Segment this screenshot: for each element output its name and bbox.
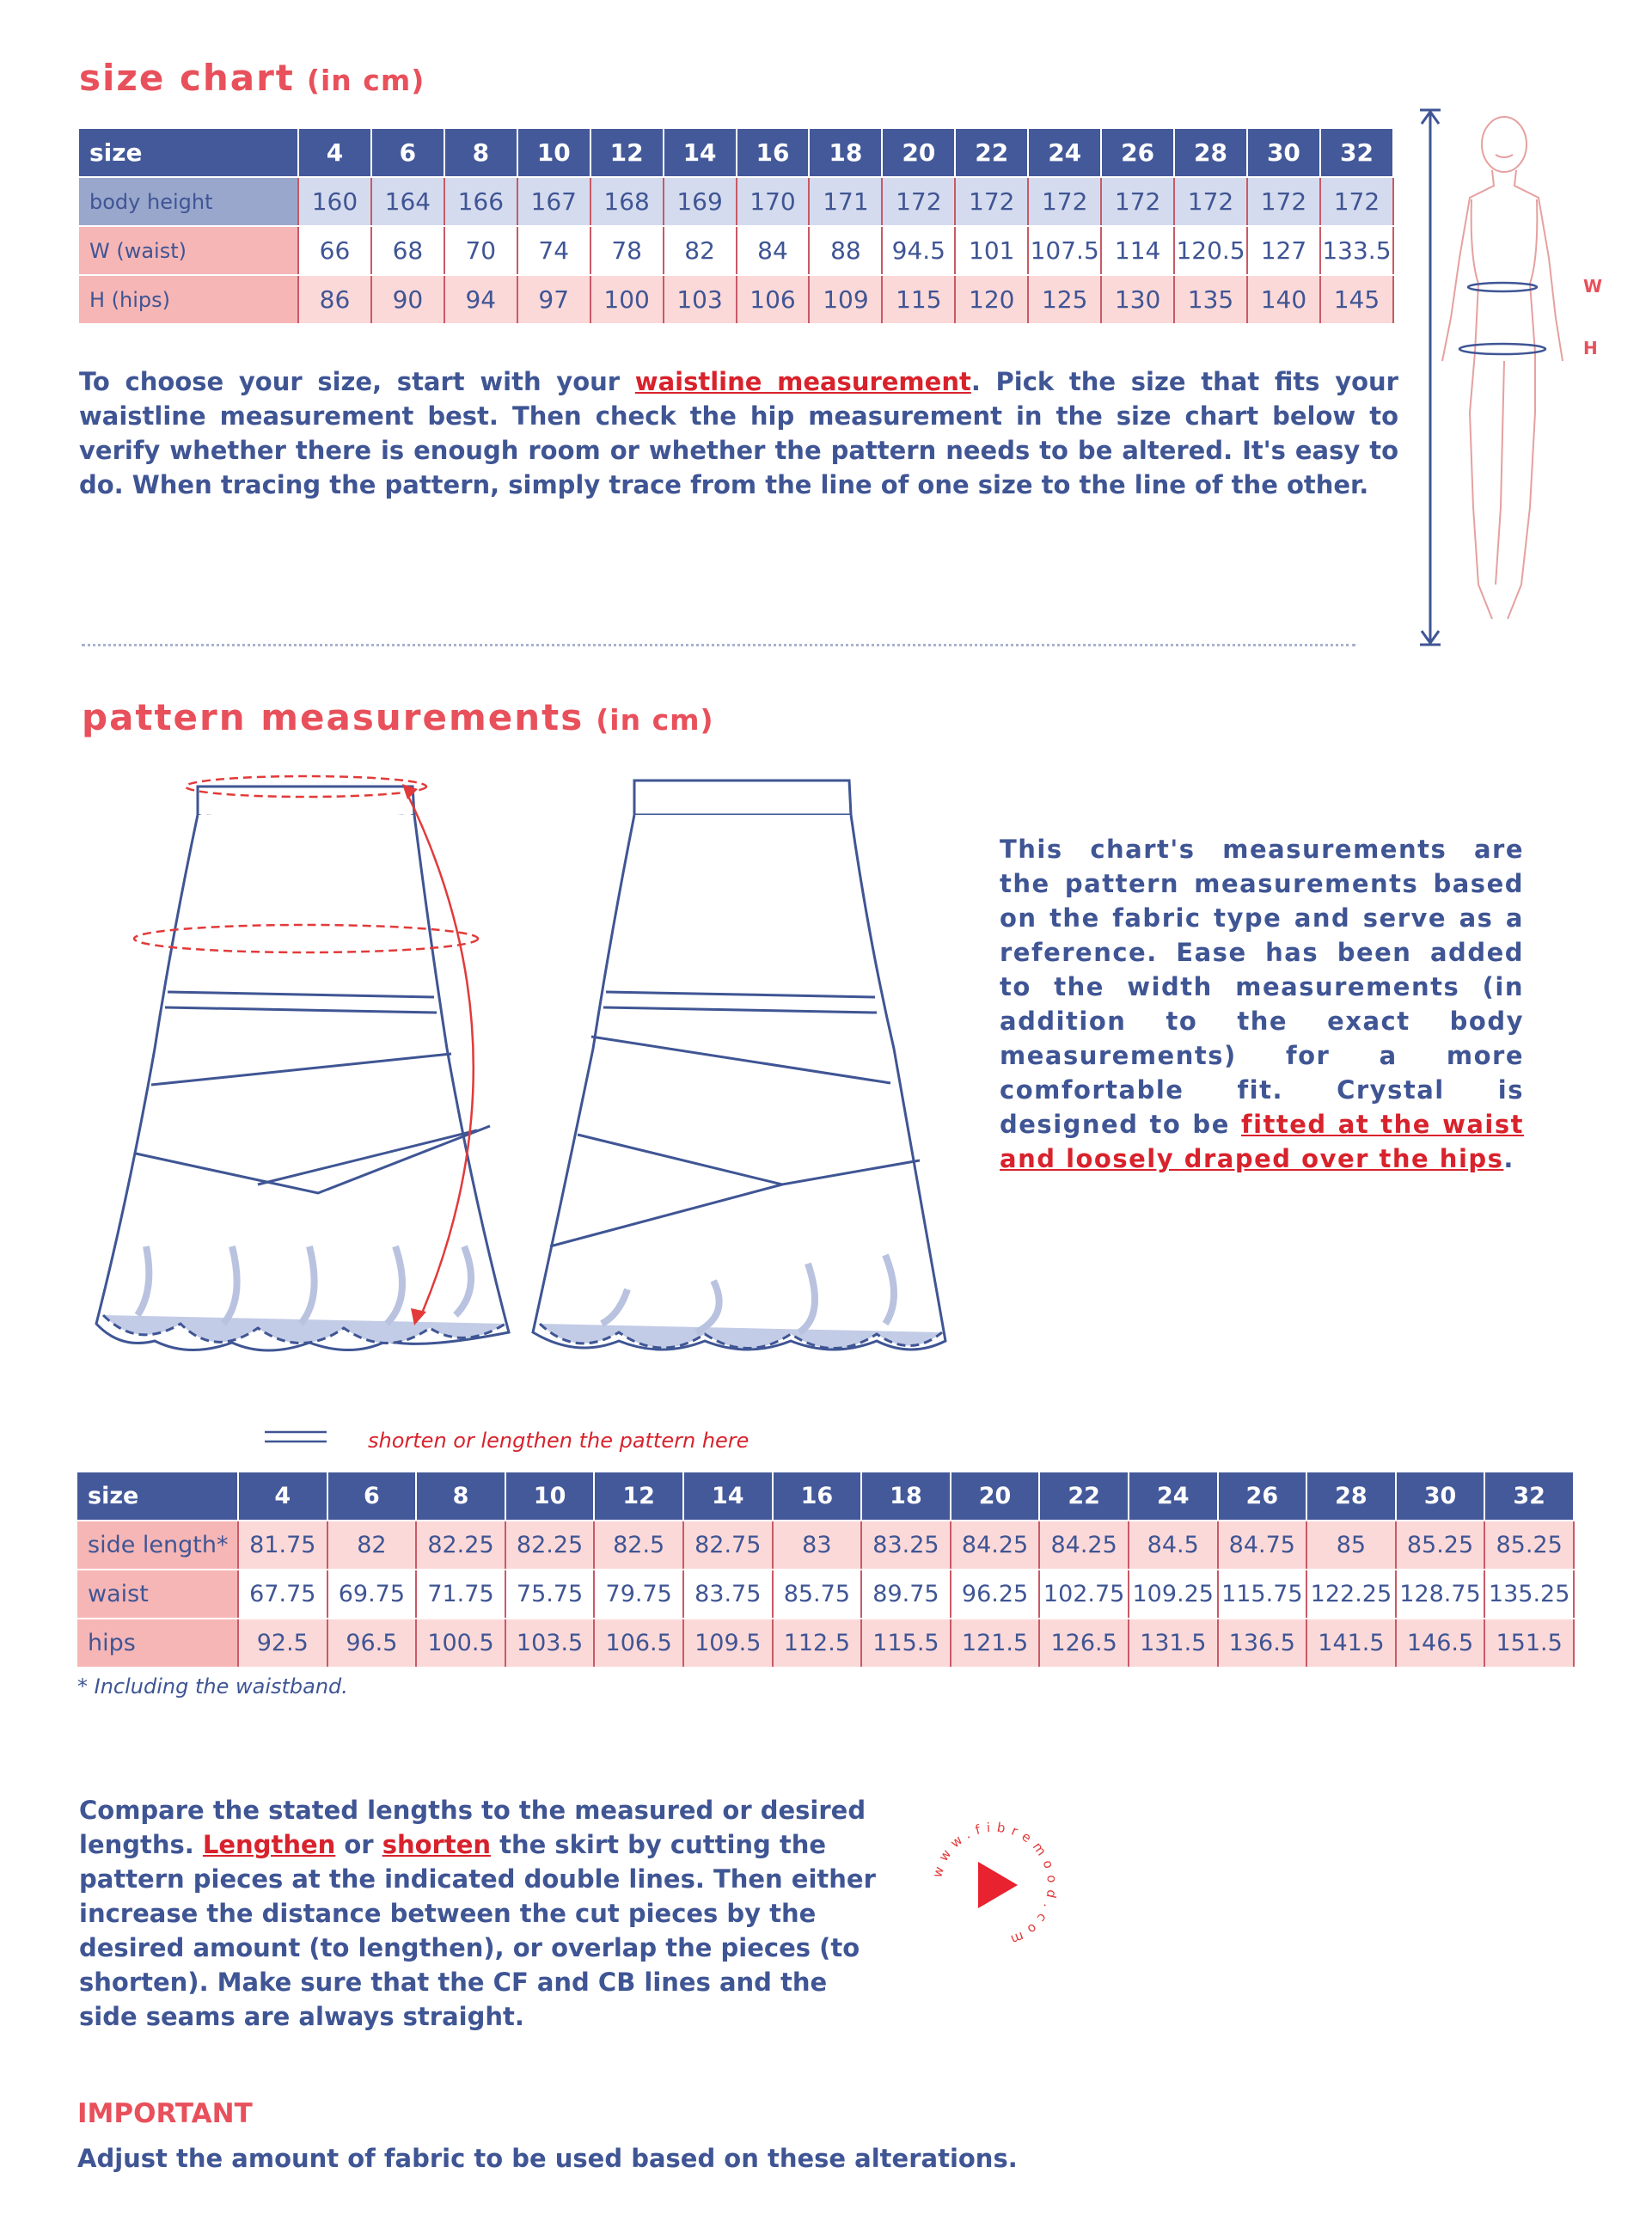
pattern-chart-cell: 71.75 xyxy=(416,1570,505,1619)
table-row xyxy=(79,226,1393,275)
size-chart-cell: 127 xyxy=(1247,226,1320,275)
size-chart-cell: 164 xyxy=(371,177,444,226)
pattern-chart-size-header: 8 xyxy=(416,1472,505,1521)
h-label: H xyxy=(1583,338,1598,358)
fitted-link[interactable]: fitted at the waist and loosely draped over the hips xyxy=(1000,1110,1524,1173)
pattern-chart-cell: 135.25 xyxy=(1484,1570,1574,1619)
size-chart-cell: 172 xyxy=(1028,177,1101,226)
pattern-chart-size-header: 18 xyxy=(861,1472,951,1521)
pattern-chart-cell: 141.5 xyxy=(1306,1619,1396,1668)
size-chart-size-header: 30 xyxy=(1247,129,1320,177)
size-chart-cell: 120 xyxy=(955,275,1028,324)
pattern-chart-size-header: 24 xyxy=(1129,1472,1218,1521)
pattern-table xyxy=(77,1472,1575,1668)
size-chart-cell: 172 xyxy=(955,177,1028,226)
size-chart-cell: 106 xyxy=(737,275,810,324)
table-row xyxy=(79,177,1393,226)
pattern-chart-size-header: 12 xyxy=(594,1472,683,1521)
size-chart-cell: 133.5 xyxy=(1320,226,1393,275)
compare-text-1: Compare the stated lengths to the measured or desired lengths. xyxy=(79,1796,866,1859)
intro-text-2: . Pick the size that fits your waistline measurement best. Then check the hip measurement in the size chart below to verify whether there is enough room or whether the pattern needs to be altered. It's easy to do. When tracing the pattern, simply trace from the line of one size to the line of the other. xyxy=(79,367,1398,499)
pattern-chart-cell: 83.25 xyxy=(861,1521,951,1570)
pattern-chart-cell: 136.5 xyxy=(1218,1619,1307,1668)
pattern-chart-cell: 92.5 xyxy=(238,1619,327,1668)
size-chart-table xyxy=(79,129,1394,325)
hip-line xyxy=(1459,344,1545,354)
pattern-chart-cell: 85.25 xyxy=(1484,1521,1574,1570)
important-text: Adjust the amount of fabric to be used based on these alterations. xyxy=(77,2144,1018,2173)
table-row xyxy=(77,1570,1574,1619)
size-chart-size-header: 32 xyxy=(1320,129,1393,177)
size-chart-size-header: 18 xyxy=(809,129,882,177)
pattern-chart-cell: 84.25 xyxy=(951,1521,1040,1570)
compare-text-3: the skirt by cutting the pattern pieces at the indicated double lines. Then either increase the distance between the cut pieces by the desired amount (to lengthen), or overlap the pieces (to shorten). Make sure that the CF and CB lines and the side seams are always straight. xyxy=(79,1830,876,2031)
footnote: * Including the waistband. xyxy=(77,1674,348,1699)
pattern-chart-cell: 84.75 xyxy=(1218,1521,1307,1570)
section-divider xyxy=(82,644,1355,646)
pattern-chart-cell: 151.5 xyxy=(1484,1619,1574,1668)
pattern-chart-cell: 82.25 xyxy=(416,1521,505,1570)
compare-paragraph xyxy=(79,1793,887,2034)
pattern-heading xyxy=(82,696,714,738)
pattern-chart-cell: 84.5 xyxy=(1129,1521,1218,1570)
pattern-chart-size-header: 14 xyxy=(683,1472,773,1521)
size-chart-cell: 167 xyxy=(517,177,590,226)
pattern-chart-cell: 79.75 xyxy=(594,1570,683,1619)
table-row xyxy=(77,1619,1574,1668)
size-chart-cell: 120.5 xyxy=(1174,226,1247,275)
size-chart-cell: 140 xyxy=(1247,275,1320,324)
size-chart-cell: 86 xyxy=(298,275,371,324)
size-chart-size-header: 6 xyxy=(371,129,444,177)
size-chart-cell: 66 xyxy=(298,226,371,275)
skirt-front-illustration xyxy=(86,765,524,1392)
pattern-chart-cell: 85.75 xyxy=(773,1570,862,1619)
size-chart-cell: 114 xyxy=(1101,226,1174,275)
size-chart-title: size chart xyxy=(79,57,295,99)
size-chart-unit: (in cm) xyxy=(306,64,425,97)
pattern-chart-cell: 84.25 xyxy=(1039,1521,1129,1570)
pattern-chart-cell: 82.5 xyxy=(594,1521,683,1570)
size-chart-size-header: 14 xyxy=(664,129,737,177)
pattern-chart-row-label: hips xyxy=(77,1619,238,1668)
pattern-chart-cell: 82 xyxy=(327,1521,417,1570)
pattern-chart-cell: 109.5 xyxy=(683,1619,773,1668)
size-chart-cell: 171 xyxy=(809,177,882,226)
double-line-icon xyxy=(265,1429,327,1446)
lengthen-link[interactable]: Lengthen xyxy=(202,1830,336,1859)
pattern-chart-cell: 85 xyxy=(1306,1521,1396,1570)
size-chart-size-header: 26 xyxy=(1101,129,1174,177)
play-icon xyxy=(978,1862,1018,1908)
waistline-link[interactable]: waistline measurement xyxy=(634,367,971,396)
size-chart-cell: 172 xyxy=(1174,177,1247,226)
size-chart-row-label: W (waist) xyxy=(79,226,298,275)
pattern-chart-header-row xyxy=(77,1472,1574,1521)
size-chart-size-header: 12 xyxy=(590,129,664,177)
pattern-chart-cell: 146.5 xyxy=(1396,1619,1485,1668)
size-chart-header-row xyxy=(79,129,1393,177)
pattern-chart-cell: 82.25 xyxy=(505,1521,595,1570)
size-chart-cell: 82 xyxy=(664,226,737,275)
pattern-chart-size-header: 26 xyxy=(1218,1472,1307,1521)
pattern-chart-cell: 115.75 xyxy=(1218,1570,1307,1619)
fibremood-logo[interactable] xyxy=(921,1812,1068,1958)
pattern-chart-cell: 83 xyxy=(773,1521,862,1570)
size-chart-cell: 97 xyxy=(517,275,590,324)
size-chart-cell: 170 xyxy=(737,177,810,226)
pattern-description xyxy=(1000,832,1524,1176)
size-chart-cell: 115 xyxy=(882,275,955,324)
intro-paragraph xyxy=(79,364,1398,502)
size-chart-row-label: body height xyxy=(79,177,298,226)
size-chart-cell: 101 xyxy=(955,226,1028,275)
pattern-chart-cell: 126.5 xyxy=(1039,1619,1129,1668)
logo-text: www.fibremood.com xyxy=(929,1819,1061,1950)
size-chart-cell: 168 xyxy=(590,177,664,226)
size-chart-cell: 103 xyxy=(664,275,737,324)
pattern-chart-size-header: 16 xyxy=(773,1472,862,1521)
size-chart-size-header: 20 xyxy=(882,129,955,177)
pattern-chart-cell: 109.25 xyxy=(1129,1570,1218,1619)
pattern-chart-size-header: 32 xyxy=(1484,1472,1574,1521)
size-chart-size-header: 10 xyxy=(517,129,590,177)
legend-text: shorten or lengthen the pattern here xyxy=(368,1429,750,1453)
size-chart-cell: 74 xyxy=(517,226,590,275)
pattern-chart-cell: 83.75 xyxy=(683,1570,773,1619)
pattern-chart-cell: 81.75 xyxy=(238,1521,327,1570)
w-label: W xyxy=(1583,276,1603,297)
size-chart-row-label: H (hips) xyxy=(79,275,298,324)
intro-text-1: To choose your size, start with your xyxy=(79,367,635,396)
size-chart-cell: 90 xyxy=(371,275,444,324)
size-chart-cell: 172 xyxy=(882,177,955,226)
pattern-chart-size-header: 10 xyxy=(505,1472,595,1521)
size-chart-size-header: 8 xyxy=(444,129,517,177)
pattern-unit: (in cm) xyxy=(596,703,714,737)
size-chart-cell: 107.5 xyxy=(1028,226,1101,275)
pattern-chart-size-header: 6 xyxy=(327,1472,417,1521)
skirt-back-illustration xyxy=(524,765,954,1392)
shorten-link[interactable]: shorten xyxy=(382,1830,492,1859)
size-chart-header-label: size xyxy=(79,129,298,177)
pattern-chart-header-label: size xyxy=(77,1472,238,1521)
pattern-chart-cell: 121.5 xyxy=(951,1619,1040,1668)
size-chart-cell: 135 xyxy=(1174,275,1247,324)
size-chart-size-header: 24 xyxy=(1028,129,1101,177)
pattern-chart-cell: 96.5 xyxy=(327,1619,417,1668)
pattern-chart-cell: 102.75 xyxy=(1039,1570,1129,1619)
pattern-chart-size-header: 4 xyxy=(238,1472,327,1521)
size-chart-cell: 160 xyxy=(298,177,371,226)
size-chart-cell: 172 xyxy=(1320,177,1393,226)
size-chart-cell: 88 xyxy=(809,226,882,275)
size-chart-cell: 172 xyxy=(1247,177,1320,226)
size-chart-cell: 94.5 xyxy=(882,226,955,275)
size-chart-cell: 100 xyxy=(590,275,664,324)
size-chart-cell: 169 xyxy=(664,177,737,226)
pattern-chart-cell: 100.5 xyxy=(416,1619,505,1668)
pattern-chart-cell: 82.75 xyxy=(683,1521,773,1570)
size-chart-cell: 70 xyxy=(444,226,517,275)
table-row xyxy=(77,1521,1574,1570)
compare-text-2: or xyxy=(335,1830,382,1859)
woman-outline xyxy=(1442,117,1563,619)
pattern-chart-cell: 106.5 xyxy=(594,1619,683,1668)
size-chart-size-header: 28 xyxy=(1174,129,1247,177)
size-chart-cell: 172 xyxy=(1101,177,1174,226)
size-chart-cell: 68 xyxy=(371,226,444,275)
important-title: IMPORTANT xyxy=(77,2098,253,2129)
pattern-chart-cell: 69.75 xyxy=(327,1570,417,1619)
size-chart-cell: 130 xyxy=(1101,275,1174,324)
size-chart-cell: 84 xyxy=(737,226,810,275)
table-row xyxy=(79,275,1393,324)
pattern-chart-size-header: 28 xyxy=(1306,1472,1396,1521)
size-chart-cell: 166 xyxy=(444,177,517,226)
size-chart-size-header: 22 xyxy=(955,129,1028,177)
size-chart-heading xyxy=(79,57,425,99)
body-figure xyxy=(1410,103,1603,653)
pattern-chart-cell: 131.5 xyxy=(1129,1619,1218,1668)
pattern-desc-text-2: . xyxy=(1503,1144,1514,1173)
pattern-chart-cell: 96.25 xyxy=(951,1570,1040,1619)
size-chart-cell: 145 xyxy=(1320,275,1393,324)
size-chart-cell: 125 xyxy=(1028,275,1101,324)
pattern-chart-cell: 128.75 xyxy=(1396,1570,1485,1619)
pattern-chart-cell: 115.5 xyxy=(861,1619,951,1668)
pattern-chart-cell: 89.75 xyxy=(861,1570,951,1619)
size-chart-size-header: 16 xyxy=(737,129,810,177)
pattern-chart-size-header: 22 xyxy=(1039,1472,1129,1521)
size-chart-size-header: 4 xyxy=(298,129,371,177)
pattern-chart-cell: 122.25 xyxy=(1306,1570,1396,1619)
pattern-chart-row-label: side length* xyxy=(77,1521,238,1570)
size-chart-cell: 109 xyxy=(809,275,882,324)
size-chart-cell: 94 xyxy=(444,275,517,324)
pattern-chart-cell: 75.75 xyxy=(505,1570,595,1619)
pattern-chart-cell: 67.75 xyxy=(238,1570,327,1619)
pattern-chart-size-header: 30 xyxy=(1396,1472,1485,1521)
height-arrow xyxy=(1420,110,1441,645)
pattern-chart-cell: 112.5 xyxy=(773,1619,862,1668)
pattern-chart-row-label: waist xyxy=(77,1570,238,1619)
pattern-chart-cell: 103.5 xyxy=(505,1619,595,1668)
size-chart-cell: 78 xyxy=(590,226,664,275)
pattern-chart-size-header: 20 xyxy=(951,1472,1040,1521)
pattern-desc-text-1: This chart's measurements are the pattern measurements based on the fabric type and serve as a reference. Ease has been added to the width measurements (in addition to the exact body measurements) for a more comfortable fit. Crystal is designed to be xyxy=(1000,835,1524,1139)
pattern-chart-cell: 85.25 xyxy=(1396,1521,1485,1570)
pattern-title: pattern measurements xyxy=(82,696,584,738)
